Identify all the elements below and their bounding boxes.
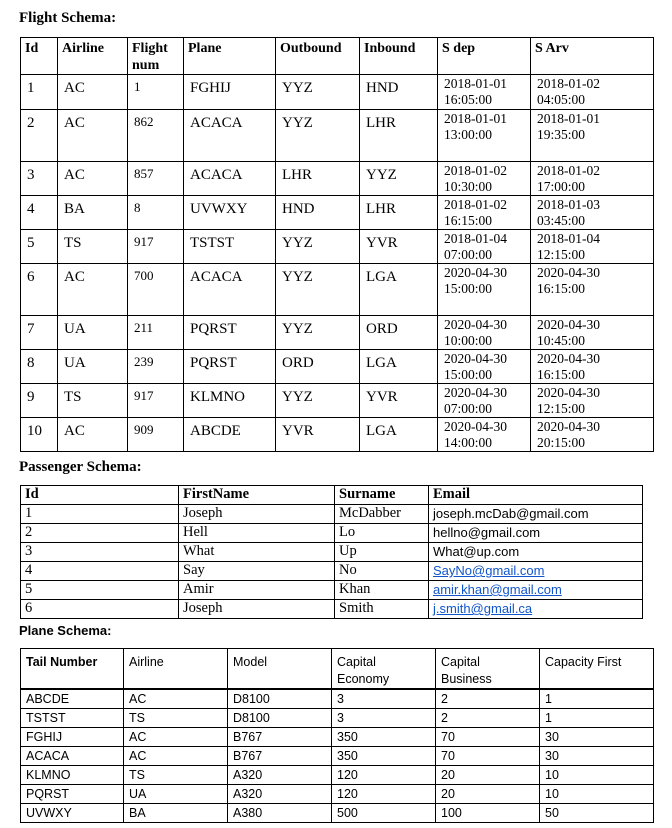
plane-cell: TS <box>124 709 228 728</box>
flight-row <box>21 162 654 196</box>
flight-cell: 2018-01-01 16:05:00 <box>438 75 531 110</box>
flight-cell: KLMNO <box>184 384 276 418</box>
flight-cell: FGHIJ <box>184 75 276 110</box>
passenger-cell: 4 <box>21 562 179 581</box>
plane-header-cell: Airline <box>124 649 228 689</box>
passenger-cell: Joseph <box>179 600 335 619</box>
plane-cell: 350 <box>332 747 436 766</box>
flight-row <box>21 230 654 264</box>
flight-cell: 10 <box>21 418 58 452</box>
passenger-cell: McDabber <box>335 505 429 524</box>
passenger-cell: 6 <box>21 600 179 619</box>
plane-row <box>21 709 654 728</box>
plane-cell: 2 <box>436 709 540 728</box>
flight-cell: LGA <box>360 350 438 384</box>
flight-cell: ORD <box>276 350 360 384</box>
flight-cell: 2020-04-30 14:00:00 <box>438 418 531 452</box>
flight-cell: 2020-04-30 16:15:00 <box>531 264 654 316</box>
flight-cell: YYZ <box>276 75 360 110</box>
passenger-row <box>21 524 643 543</box>
plane-cell: 70 <box>436 728 540 747</box>
plane-header-cell: Capacity First <box>540 649 654 689</box>
flight-cell: 239 <box>128 350 184 384</box>
plane-cell: AC <box>124 728 228 747</box>
plane-cell: A380 <box>228 804 332 823</box>
flight-cell: YVR <box>276 418 360 452</box>
flight-header-cell: Flight num <box>128 38 184 75</box>
plane-header-cell: Model <box>228 649 332 689</box>
flight-row <box>21 196 654 230</box>
flight-cell: UVWXY <box>184 196 276 230</box>
passenger-cell: What <box>179 543 335 562</box>
flight-cell: TSTST <box>184 230 276 264</box>
passenger-cell: 1 <box>21 505 179 524</box>
plane-cell: AC <box>124 747 228 766</box>
plane-cell: TS <box>124 766 228 785</box>
plane-cell: 120 <box>332 785 436 804</box>
passenger-row <box>21 581 643 600</box>
flight-header-cell: S dep <box>438 38 531 75</box>
flight-row <box>21 75 654 110</box>
flight-cell: 862 <box>128 110 184 162</box>
passenger-cell: 3 <box>21 543 179 562</box>
plane-cell: 100 <box>436 804 540 823</box>
passenger-row <box>21 562 643 581</box>
flight-cell: ACACA <box>184 110 276 162</box>
flight-cell: 700 <box>128 264 184 316</box>
flight-header-cell: Airline <box>58 38 128 75</box>
passenger-row <box>21 543 643 562</box>
flight-cell: 2020-04-30 15:00:00 <box>438 264 531 316</box>
flight-row <box>21 384 654 418</box>
plane-cell: 50 <box>540 804 654 823</box>
flight-cell: YYZ <box>276 384 360 418</box>
plane-header-cell: Capital Economy <box>332 649 436 689</box>
plane-cell: 3 <box>332 709 436 728</box>
passenger-header-cell: FirstName <box>179 486 335 505</box>
flight-cell: UA <box>58 350 128 384</box>
flight-cell: UA <box>58 316 128 350</box>
plane-header-cell: Tail Number <box>21 649 124 689</box>
email-link[interactable]: SayNo@gmail.com <box>433 563 545 578</box>
flight-header-cell: Id <box>21 38 58 75</box>
flight-schema-title: Flight Schema: <box>19 10 117 26</box>
flight-cell: 2018-01-02 04:05:00 <box>531 75 654 110</box>
flight-cell: AC <box>58 264 128 316</box>
passenger-cell: Lo <box>335 524 429 543</box>
plane-cell: A320 <box>228 785 332 804</box>
flight-cell: HND <box>276 196 360 230</box>
plane-cell: A320 <box>228 766 332 785</box>
flight-header-cell: S Arv <box>531 38 654 75</box>
plane-cell: 500 <box>332 804 436 823</box>
flight-row <box>21 110 654 162</box>
plane-header-cell: Capital Business <box>436 649 540 689</box>
flight-cell: PQRST <box>184 350 276 384</box>
passenger-email-cell <box>429 600 643 619</box>
flight-row <box>21 264 654 316</box>
plane-schema-title: Plane Schema: <box>19 623 112 638</box>
flight-cell: YYZ <box>276 316 360 350</box>
passenger-cell: Say <box>179 562 335 581</box>
flight-cell: 8 <box>128 196 184 230</box>
flight-row <box>21 316 654 350</box>
passenger-header-cell: Surname <box>335 486 429 505</box>
plane-cell: 20 <box>436 766 540 785</box>
flight-cell: PQRST <box>184 316 276 350</box>
flight-cell: LHR <box>276 162 360 196</box>
plane-cell: KLMNO <box>21 766 124 785</box>
plane-cell: ABCDE <box>21 690 124 709</box>
passenger-row <box>21 505 643 524</box>
passenger-cell: Khan <box>335 581 429 600</box>
plane-cell: ACACA <box>21 747 124 766</box>
flight-cell: TS <box>58 230 128 264</box>
flight-cell: 9 <box>21 384 58 418</box>
flight-cell: 909 <box>128 418 184 452</box>
passenger-email-cell <box>429 562 643 581</box>
plane-cell: PQRST <box>21 785 124 804</box>
flight-cell: YVR <box>360 384 438 418</box>
plane-cell: TSTST <box>21 709 124 728</box>
passenger-header-cell: Id <box>21 486 179 505</box>
plane-row <box>21 804 654 823</box>
flight-cell: BA <box>58 196 128 230</box>
flight-cell: 2 <box>21 110 58 162</box>
plane-cell: 10 <box>540 785 654 804</box>
plane-cell: D8100 <box>228 690 332 709</box>
flight-cell: YYZ <box>276 264 360 316</box>
flight-header-cell: Outbound <box>276 38 360 75</box>
flight-cell: AC <box>58 418 128 452</box>
flight-cell: LGA <box>360 264 438 316</box>
passenger-header-cell: Email <box>429 486 643 505</box>
flight-cell: 4 <box>21 196 58 230</box>
plane-cell: 30 <box>540 747 654 766</box>
email-link[interactable]: j.smith@gmail.ca <box>433 601 533 616</box>
flight-cell: 3 <box>21 162 58 196</box>
flight-cell: LHR <box>360 196 438 230</box>
plane-row <box>21 785 654 804</box>
plane-cell: 3 <box>332 690 436 709</box>
flight-cell: YYZ <box>360 162 438 196</box>
email-text: What@up.com <box>433 544 520 559</box>
flight-cell: 2018-01-01 19:35:00 <box>531 110 654 162</box>
flight-row <box>21 418 654 452</box>
plane-cell: 1 <box>540 690 654 709</box>
passenger-cell: 2 <box>21 524 179 543</box>
plane-cell: UA <box>124 785 228 804</box>
plane-cell: 120 <box>332 766 436 785</box>
flight-cell: 2020-04-30 10:00:00 <box>438 316 531 350</box>
flight-cell: TS <box>58 384 128 418</box>
flight-cell: ORD <box>360 316 438 350</box>
flight-cell: 2018-01-04 12:15:00 <box>531 230 654 264</box>
plane-row <box>21 728 654 747</box>
flight-cell: YVR <box>360 230 438 264</box>
plane-cell: 1 <box>540 709 654 728</box>
passenger-cell: Amir <box>179 581 335 600</box>
passenger-schema-title: Passenger Schema: <box>19 459 142 475</box>
flight-cell: LHR <box>360 110 438 162</box>
flight-cell: ACACA <box>184 264 276 316</box>
flight-cell: 5 <box>21 230 58 264</box>
plane-cell: 70 <box>436 747 540 766</box>
plane-cell: 2 <box>436 690 540 709</box>
plane-cell: AC <box>124 690 228 709</box>
flight-cell: 1 <box>128 75 184 110</box>
plane-cell: 10 <box>540 766 654 785</box>
flight-cell: HND <box>360 75 438 110</box>
flight-header-cell: Inbound <box>360 38 438 75</box>
flight-cell: 917 <box>128 230 184 264</box>
flight-cell: 1 <box>21 75 58 110</box>
plane-row <box>21 690 654 709</box>
email-link[interactable]: amir.khan@gmail.com <box>433 582 562 597</box>
flight-cell: ABCDE <box>184 418 276 452</box>
flight-cell: 6 <box>21 264 58 316</box>
passenger-table <box>20 485 643 619</box>
email-text: hellno@gmail.com <box>433 525 541 540</box>
flight-cell: 2020-04-30 15:00:00 <box>438 350 531 384</box>
flight-cell: 2018-01-03 03:45:00 <box>531 196 654 230</box>
flight-cell: 2020-04-30 10:45:00 <box>531 316 654 350</box>
plane-row <box>21 766 654 785</box>
flight-cell: 2020-04-30 20:15:00 <box>531 418 654 452</box>
plane-cell: 350 <box>332 728 436 747</box>
flight-cell: 2018-01-01 13:00:00 <box>438 110 531 162</box>
passenger-email-cell <box>429 543 643 562</box>
plane-cell: B767 <box>228 747 332 766</box>
flight-cell: 2018-01-02 17:00:00 <box>531 162 654 196</box>
plane-table <box>20 648 654 823</box>
flight-cell: 2018-01-02 10:30:00 <box>438 162 531 196</box>
flight-cell: 2020-04-30 16:15:00 <box>531 350 654 384</box>
passenger-cell: Smith <box>335 600 429 619</box>
plane-cell: UVWXY <box>21 804 124 823</box>
plane-row <box>21 747 654 766</box>
passenger-email-cell <box>429 505 643 524</box>
flight-row <box>21 350 654 384</box>
passenger-cell: Hell <box>179 524 335 543</box>
passenger-cell: Up <box>335 543 429 562</box>
passenger-cell: 5 <box>21 581 179 600</box>
flight-cell: 7 <box>21 316 58 350</box>
flight-cell: 211 <box>128 316 184 350</box>
passenger-cell: Joseph <box>179 505 335 524</box>
flight-cell: AC <box>58 110 128 162</box>
plane-cell: FGHIJ <box>21 728 124 747</box>
flight-cell: 2020-04-30 07:00:00 <box>438 384 531 418</box>
flight-cell: ACACA <box>184 162 276 196</box>
flight-cell: 917 <box>128 384 184 418</box>
flight-cell: AC <box>58 162 128 196</box>
flight-cell: LGA <box>360 418 438 452</box>
plane-cell: 30 <box>540 728 654 747</box>
flight-cell: 857 <box>128 162 184 196</box>
flight-cell: AC <box>58 75 128 110</box>
passenger-row <box>21 600 643 619</box>
passenger-email-cell <box>429 524 643 543</box>
plane-cell: B767 <box>228 728 332 747</box>
plane-cell: BA <box>124 804 228 823</box>
flight-cell: 2018-01-04 07:00:00 <box>438 230 531 264</box>
flight-cell: YYZ <box>276 230 360 264</box>
flight-table <box>20 37 654 452</box>
flight-cell: 8 <box>21 350 58 384</box>
passenger-cell: No <box>335 562 429 581</box>
plane-cell: 20 <box>436 785 540 804</box>
flight-cell: YYZ <box>276 110 360 162</box>
plane-cell: D8100 <box>228 709 332 728</box>
passenger-email-cell <box>429 581 643 600</box>
email-text: joseph.mcDab@gmail.com <box>433 506 589 521</box>
flight-cell: 2018-01-02 16:15:00 <box>438 196 531 230</box>
flight-header-cell: Plane <box>184 38 276 75</box>
flight-cell: 2020-04-30 12:15:00 <box>531 384 654 418</box>
